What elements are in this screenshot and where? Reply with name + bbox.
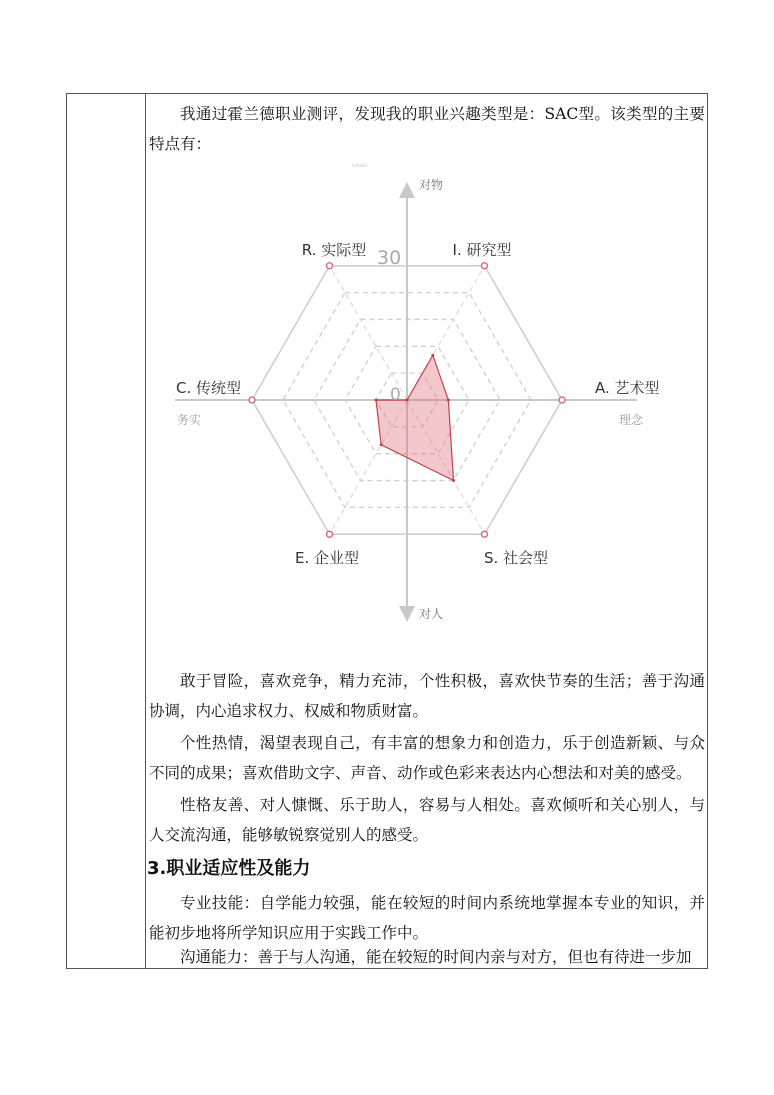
axis-category-label: A. 艺术型 xyxy=(595,379,660,397)
radar-data-point xyxy=(375,399,378,402)
holland-radar-chart xyxy=(147,162,707,632)
axis-label-top: 对物 xyxy=(419,178,444,192)
tiny-label: holland xyxy=(352,163,367,168)
radar-vertex-marker xyxy=(482,531,488,537)
radar-vertex-marker xyxy=(249,397,255,403)
scale-label-min: 0 xyxy=(390,385,401,405)
section-heading: 3.职业适应性及能力 xyxy=(147,858,311,879)
radar-data-point xyxy=(452,479,455,482)
axis-category-label: S. 社会型 xyxy=(483,549,549,567)
skill-paragraph-1: 专业技能：自学能力较强，能在较短的时间内系统地掌握本专业的知识，并能初步地将所学知识应用于实践工作中。 xyxy=(149,894,705,942)
trait-paragraph-1: 敢于冒险，喜欢竞争，精力充沛，个性积极，喜欢快节奏的生活；善于沟通协调，内心追求权力、权威和物质财富。 xyxy=(149,672,705,720)
scale-label-max: 30 xyxy=(377,247,402,269)
table-right-column xyxy=(147,94,707,968)
axis-category-label: C. 传统型 xyxy=(176,379,242,397)
radar-data-point xyxy=(431,354,434,357)
radar-data-point xyxy=(380,443,383,446)
radar-vertex-marker xyxy=(482,263,488,269)
radar-data-area xyxy=(376,355,454,480)
axis-label-right: 理念 xyxy=(619,413,644,427)
table-left-column xyxy=(67,94,146,968)
radar-vertex-marker xyxy=(327,531,333,537)
trait-paragraph-3: 性格友善、对人慷慨、乐于助人，容易与人相处。喜欢倾听和关心别人，与人交流沟通，能够敏锐察觉别人的感受。 xyxy=(149,796,705,844)
axis-label-bottom: 对人 xyxy=(419,607,444,621)
axis-category-label: E. 企业型 xyxy=(294,549,360,567)
trait-paragraph-2: 个性热情，渴望表现自己，有丰富的想象力和创造力，乐于创造新颖、与众不同的成果；喜欢借助文字、声音、动作或色彩来表达内心想法和对美的感受。 xyxy=(149,734,705,782)
axis-label-left: 务实 xyxy=(177,413,202,427)
radar-vertex-marker xyxy=(327,263,333,269)
radar-spoke xyxy=(330,266,408,400)
radar-data-point xyxy=(447,399,450,402)
axis-category-label: R. 实际型 xyxy=(301,241,367,259)
content-table xyxy=(66,93,708,969)
radar-data-point xyxy=(406,399,409,402)
radar-vertex-marker xyxy=(559,397,565,403)
intro-paragraph: 我通过霍兰德职业测评，发现我的职业兴趣类型是：SAC型。该类型的主要特点有： xyxy=(149,105,705,153)
skill-paragraph-2: 沟通能力：善于与人沟通，能在较短的时间内亲与对方，但也有待进一步加 xyxy=(180,948,692,966)
axis-category-label: I. 研究型 xyxy=(452,241,512,259)
